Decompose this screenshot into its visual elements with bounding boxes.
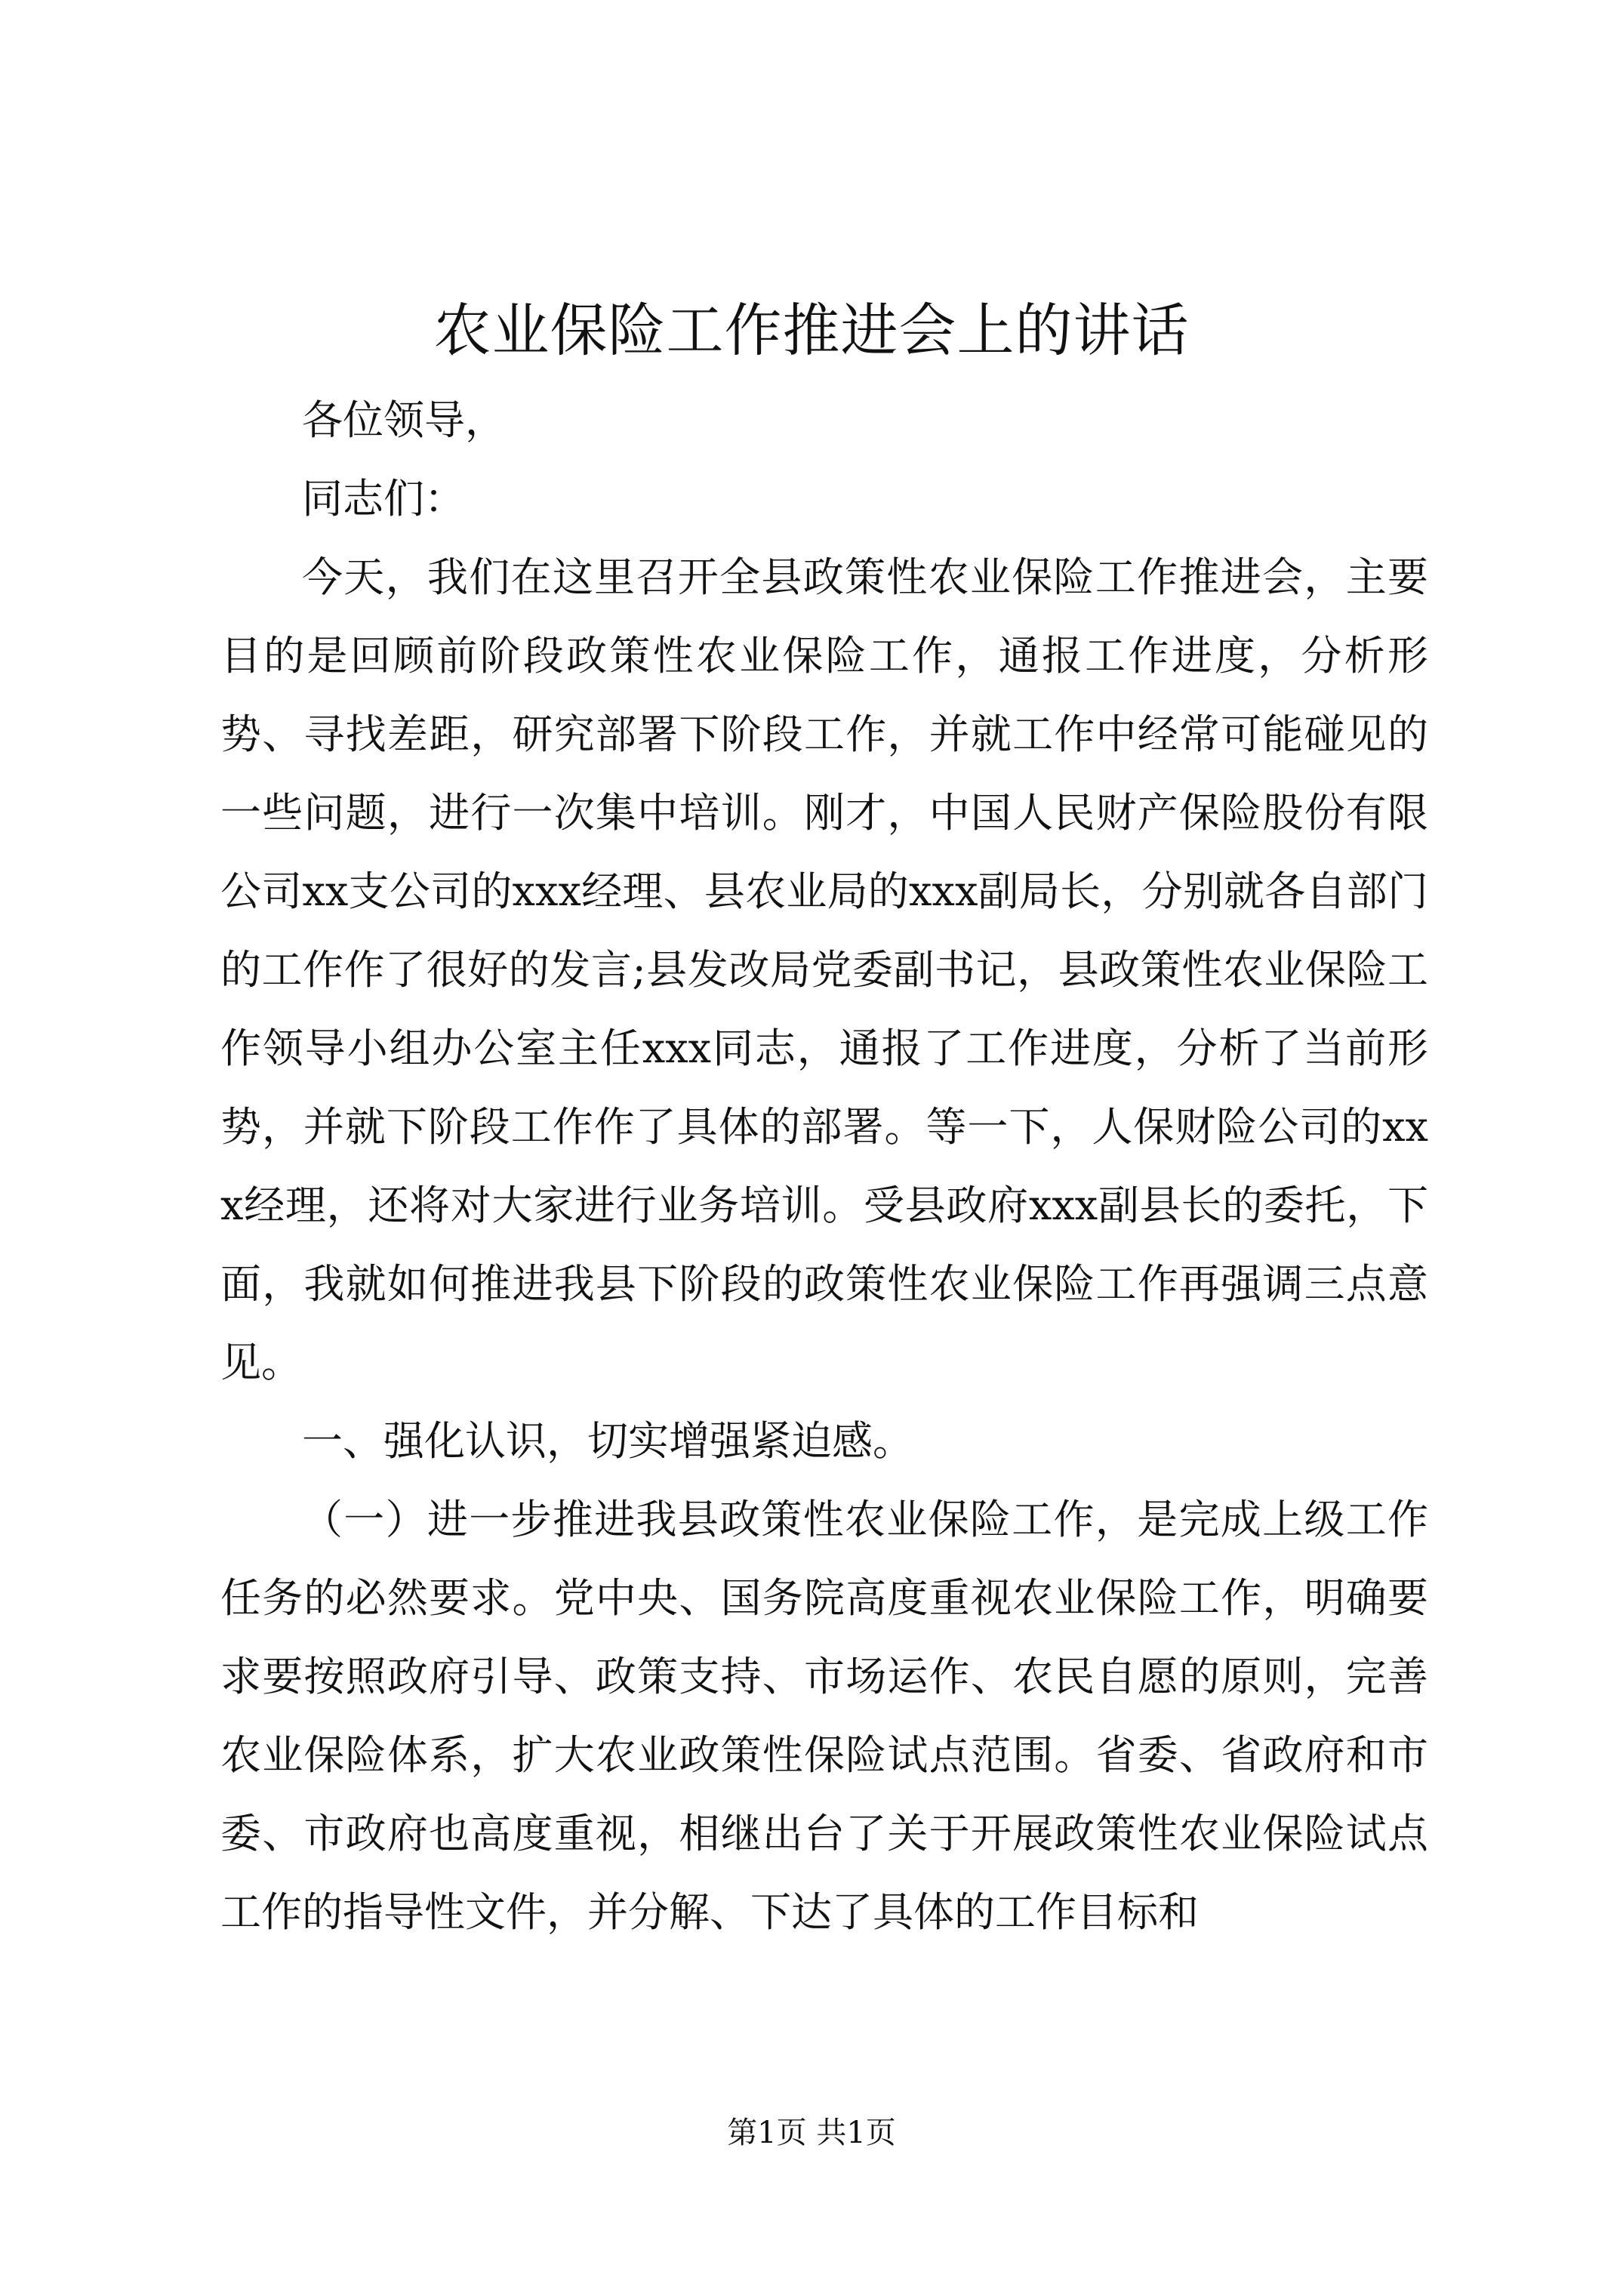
paragraph-1: 今天，我们在这里召开全县政策性农业保险工作推进会，主要目的是回顾前阶段政策性农业保险工作，通报工作进度，分析形势、寻找差距，研究部署下阶段工作，并就工作中经常可能碰见的一些问题，进行一次集中培训。刚才，中国人民财产保险股份有限公司xx支公司的xxx经理、县农业局的xxx副局长，分别就各自部门的工作作了很好的发言;县发改局党委副书记，县政策性农业保险工作领导小组办公室主任xxx同志，通报了工作进度，分析了当前形势，并就下阶段工作作了具体的部署。等一下，人保财险公司的xxx经理，还将对大家进行业务培训。受县政府xxx副县长的委托，下面，我就如何推进我县下阶段的政策性农业保险工作再强调三点意见。: [220, 553, 1428, 1386]
document-title: 农业保险工作推进会上的讲话: [433, 297, 1190, 364]
page-footer: 第1页 共1页: [727, 2116, 896, 2150]
document-body: [220, 381, 1428, 1952]
section-heading-1: 一、强化认识，切实增强紧迫感。: [302, 1417, 913, 1465]
paragraph-2: （一）进一步推进我县政策性农业保险工作，是完成上级工作任务的必然要求。党中央、国务院高度重视农业保险工作，明确要求要按照政府引导、政策支持、市场运作、农民自愿的原则，完善农业保险体系，扩大农业政策性保险试点范围。省委、省政府和市委、市政府也高度重视，相继出台了关于开展政策性农业保险试点工作的指导性文件，并分解、下达了具体的工作目标和: [220, 1496, 1428, 1936]
salutation-2: 同志们：: [302, 475, 465, 522]
salutation: 各位领导，: [302, 396, 506, 444]
